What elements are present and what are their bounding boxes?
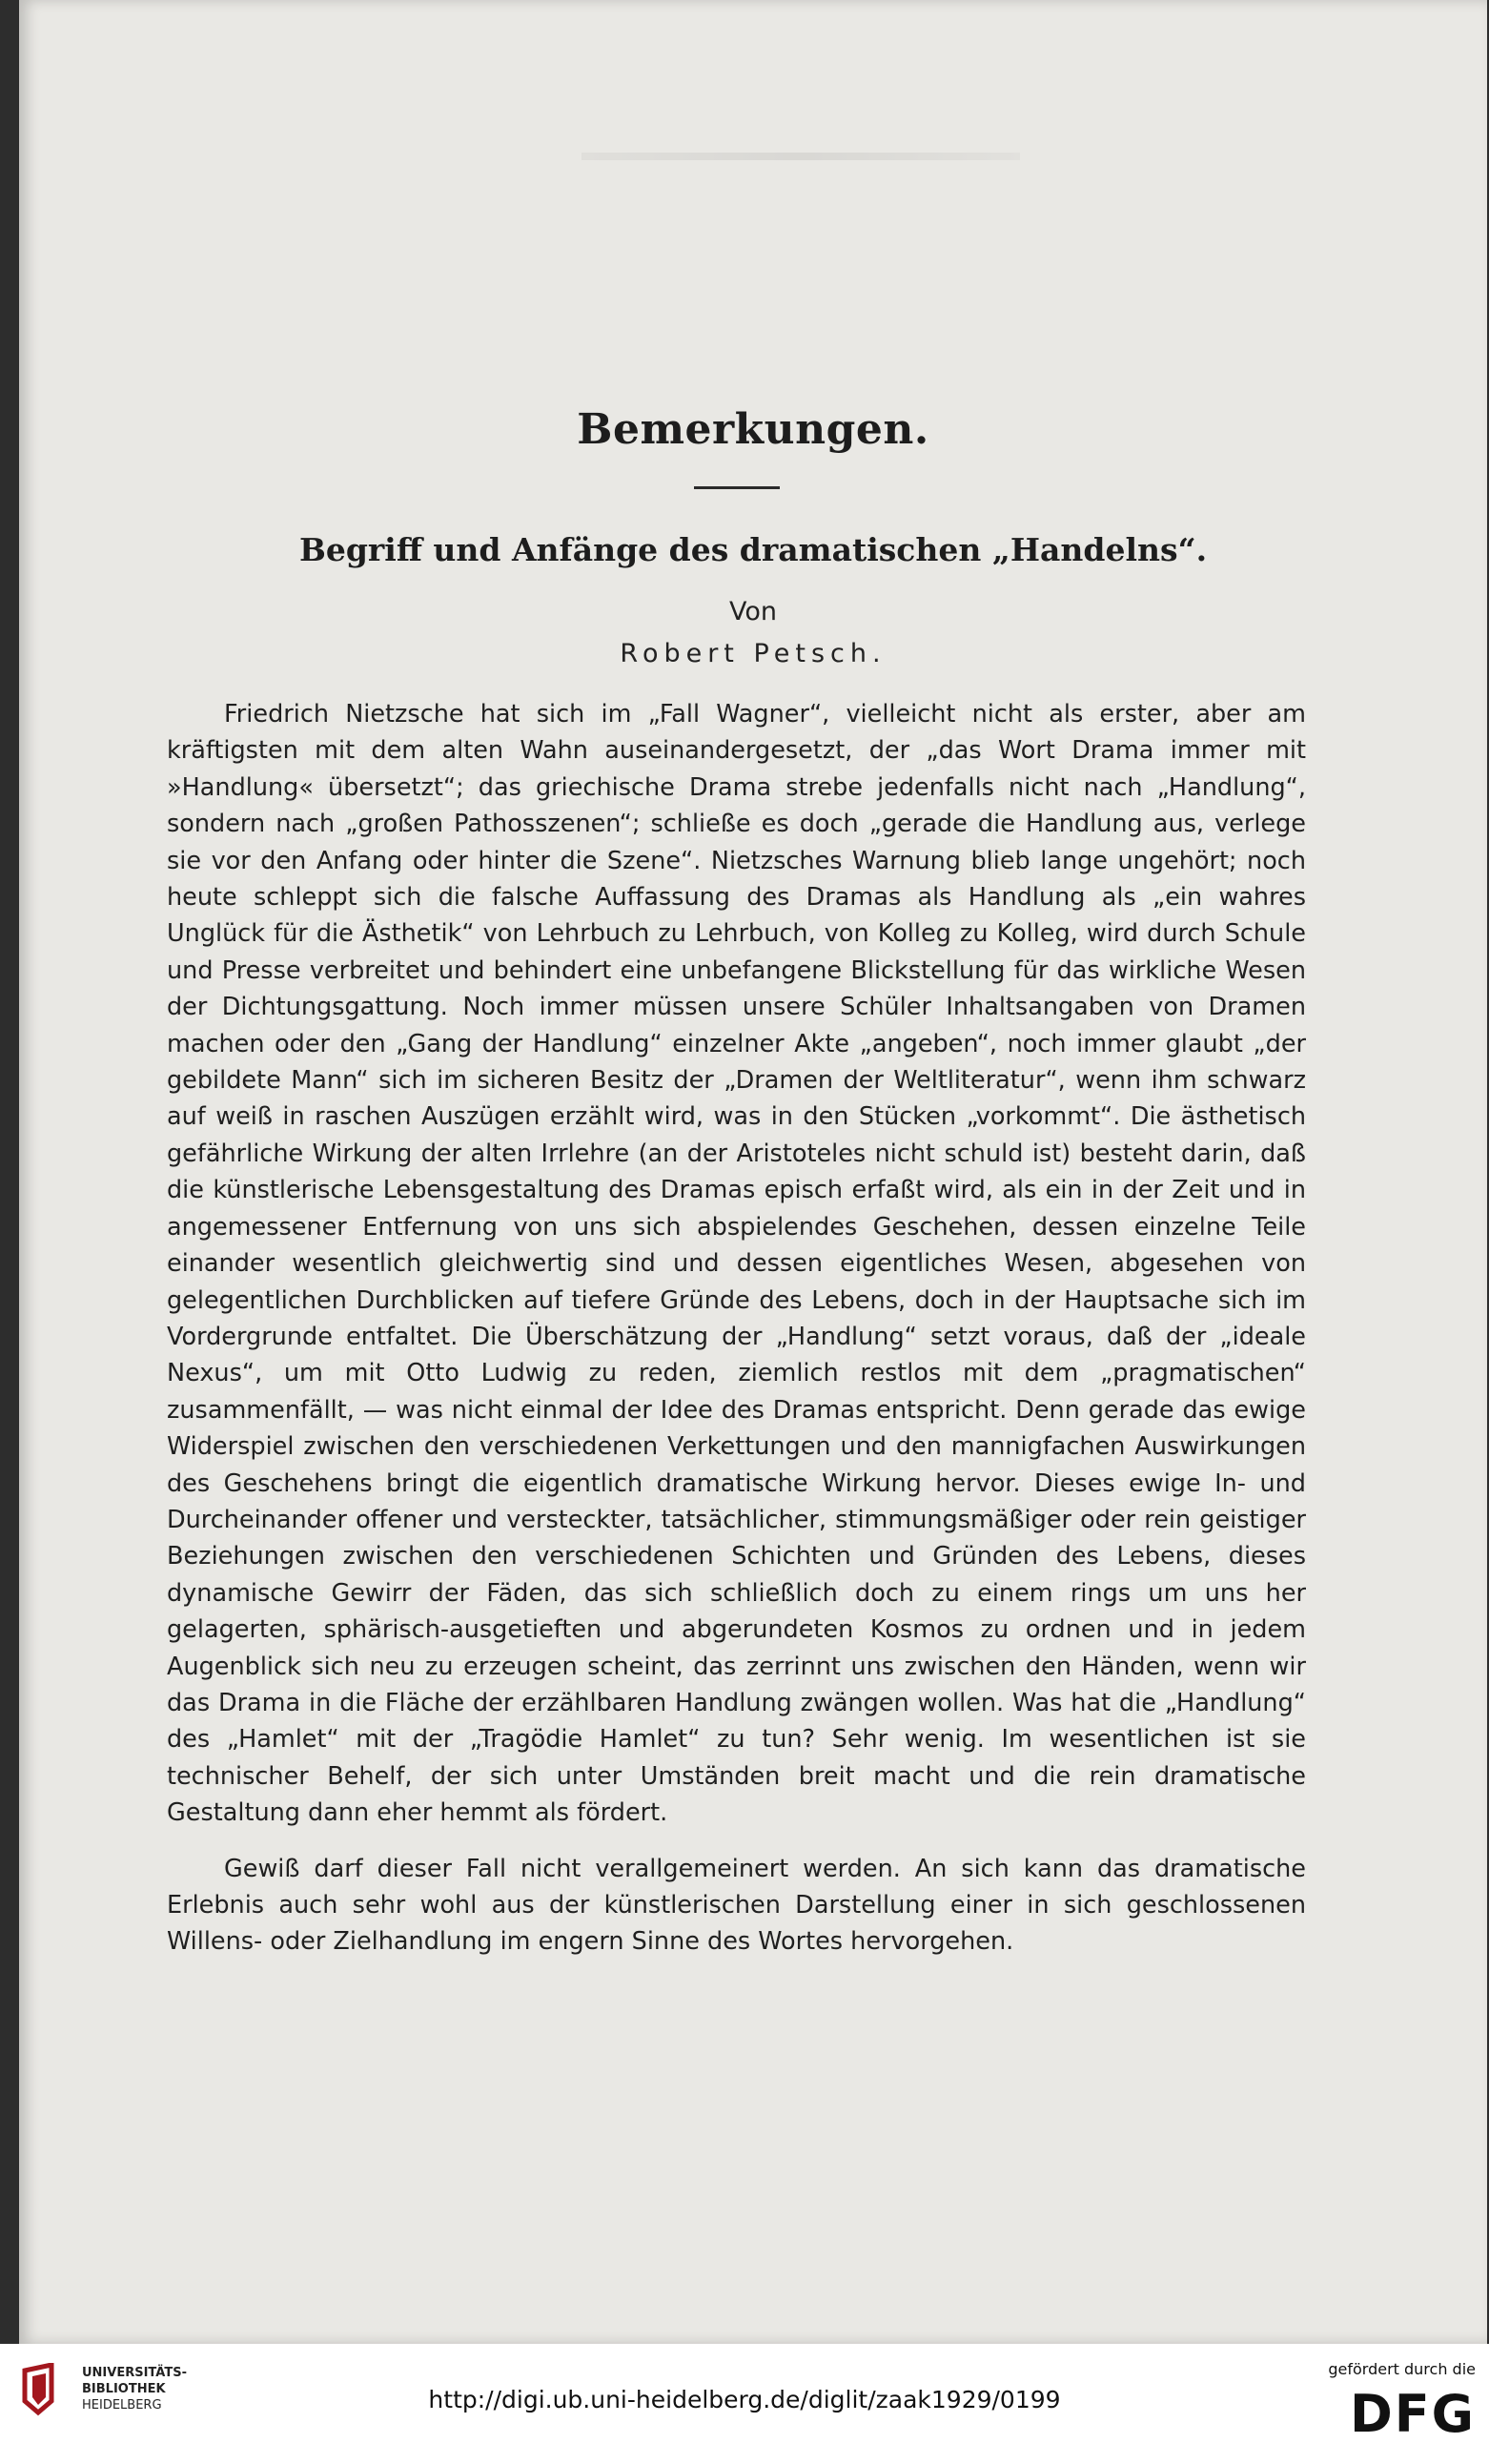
- digitization-footer: [0, 2344, 1489, 2464]
- scanned-page: [19, 0, 1487, 2344]
- article-title: Begriff und Anfänge des dramatischen „Handelns“.: [298, 531, 1208, 568]
- bleed-through-running-head: [581, 153, 1020, 160]
- dfg-logo: DFG: [1349, 2384, 1476, 2444]
- library-name: UNIVERSITÄTS- BIBLIOTHEK HEIDELBERG: [82, 2366, 187, 2413]
- section-heading: Bemerkungen.: [577, 405, 929, 454]
- paragraph: Friedrich Nietzsche hat sich im „Fall Wagner“, vielleicht nicht als erster, aber am kräftigsten mit dem alten Wahn auseinandergesetzt, der „das Wort Drama immer mit »Handlung« übersetzt“; das griechische Drama strebe jedenfalls nicht nach „Handlung“, sondern nach „großen Pathosszenen“; schließe es doch „gerade die Handlung aus, verlege sie vor den Anfang oder hinter die Szene“. Nietzsches Warnung blieb lange ungehört; noch heute schleppt sich die falsche Auffassung des Dramas als Handlung als „ein wahres Unglück für die Ästhetik“ von Lehrbuch zu Lehrbuch, von Kolleg zu Kolleg, wird durch Schule und Presse verbreitet und behindert eine unbefangene Blickstellung für das wirkliche Wesen der Dichtungsgattung. Noch immer müssen unsere Schüler Inhaltsangaben von Dramen machen oder den „Gang der Handlung“ einzelner Akte „angeben“, noch immer glaubt „der gebildete Mann“ sich im sicheren Besitz der „Dramen der Weltliteratur“, wenn ihm schwarz auf weiß in raschen Auszügen erzählt wird, was in den Stücken „vorkommt“. Die ästhetisch gefährliche Wirkung der alten Irrlehre (an der Aristoteles nicht schuld ist) besteht darin, daß die künstlerische Lebensgestaltung des Dramas episch erfaßt wird, als ein in der Zeit und in angemessener Entfernung von uns sich abspielendes Geschehen, dessen einzelne Teile einander wesentlich gleichwertig sind und dessen eigentliches Wesen, abgesehen von gelegentlichen Durchblicken auf tiefere Gründe des Lebens, doch in der Hauptsache sich im Vordergrunde entfaltet. Die Überschätzung der „Handlung“ setzt voraus, daß der „ideale Nexus“, um mit Otto Ludwig zu reden, ziemlich restlos mit dem „pragmatischen“ zusammenfällt, — was nicht einmal der Idee des Dramas entspricht. Denn gerade das ewige Widerspiel zwischen den verschiedenen Verkettungen und den mannigfachen Auswirkungen des Geschehens bringt die eigentlich dramatische Wirkung hervor. Dieses ewige In- und Durcheinander offener und versteckter, tatsächlicher, stimmungsmäßiger oder rein geistiger Beziehungen zwischen den verschiedenen Schichten und Gründen des Lebens, dieses dynamische Gewirr der Fäden, das sich schließlich doch zu einem rings um uns her gelagerten, sphärisch-ausgetieften und abgerundeten Kosmos zu ordnen und in jedem Augenblick sich neu zu erzeugen scheint, das zerrinnt uns zwischen den Händen, wenn wir das Drama in die Fläche der erzählbaren Handlung zwängen wollen. Was hat die „Handlung“ des „Hamlet“ mit der „Tragödie Hamlet“ zu tun? Sehr wenig. Im wesentlichen ist sie technischer Behelf, der sich unter Umständen breit macht und die rein dramatische Gestaltung dann eher hemmt als fördert.: [167, 700, 1306, 1828]
- byline-prefix: Von: [728, 597, 777, 626]
- paragraph: Gewiß darf dieser Fall nicht verallgemeinert werden. An sich kann das dramatische Erlebnis auch sehr wohl aus der künstlerischen Darstellung einer in sich geschlossenen Willens- oder Zielhandlung im engern Sinne des Wortes hervorgehen.: [167, 1854, 1306, 1957]
- permalink-url[interactable]: http://digi.ub.uni-heidelberg.de/diglit/zaak1929/0199: [428, 2386, 1061, 2413]
- author-name: Robert Petsch.: [620, 639, 887, 668]
- heading-rule: [694, 486, 780, 489]
- article-body: [167, 696, 1306, 1961]
- funding-caption: gefördert durch die: [1328, 2360, 1476, 2378]
